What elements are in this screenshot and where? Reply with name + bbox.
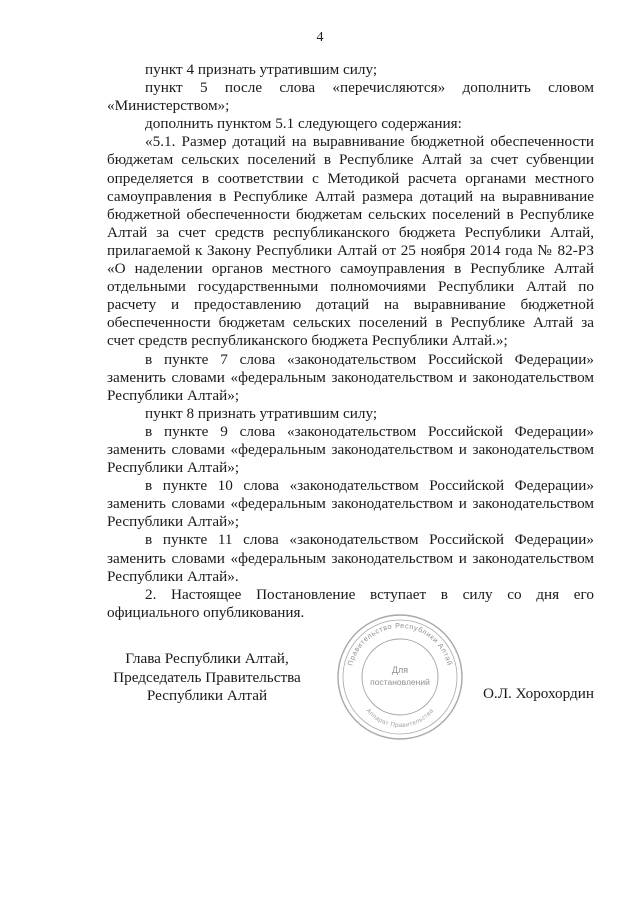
paragraph: дополнить пунктом 5.1 следующего содержания: bbox=[145, 115, 462, 133]
signatory-title-line: Республики Алтай bbox=[146, 687, 268, 704]
paragraph: в пункте 9 слова «законодательством Российской Федерации» заменить словами «федеральным законодательством и законодательством Республики Алтай»; bbox=[107, 422, 594, 477]
seal-outer-text: Правительство Республики Алтай bbox=[345, 620, 455, 667]
paragraph: пункт 8 признать утратившим силу; bbox=[145, 404, 378, 422]
paragraph: пункт 5 после слова «перечисляются» дополнить словом «Министерством»; bbox=[107, 79, 594, 115]
signatory-title-line: Глава Республики Алтай, bbox=[125, 650, 289, 667]
signatory-name: О.Л. Хорохордин bbox=[482, 685, 594, 702]
seal-bottom-text: Аппарат Правительства bbox=[364, 707, 436, 730]
paragraph: 2. Настоящее Постановление вступает в силу со дня его официального опубликования. bbox=[107, 585, 594, 621]
document-body bbox=[107, 61, 594, 622]
signatory-title-line: Председатель Правительства bbox=[113, 668, 301, 686]
signatory-title bbox=[107, 650, 307, 706]
paragraph: пункт 4 признать утратившим силу; bbox=[145, 61, 378, 78]
official-seal-stamp bbox=[335, 612, 465, 742]
paragraph: «5.1. Размер дотаций на выравнивание бюджетной обеспеченности бюджетам сельских поселений в Республике Алтай за счет субвенции определяется в соответствии с Методикой расчета органами местного самоуправления в Республике Алтай размера дотаций на выравнивание бюджетной обеспеченности бюджетам сельских поселений в Республике Алтай за счет средств республиканского бюджета Республики Алтай, прилагаемой к Закону Республики Алтай от 25 ноября 2014 года № 82-РЗ «О наделении органов местного самоуправления в Республике Алтай отдельными государственными полномочиями Республики Алтай по расчету и предоставлению дотаций на выравнивание бюджетной обеспеченности бюджетам сельских поселений в Республике Алтай за счет средств республиканского бюджета Республики Алтай.»; bbox=[107, 133, 594, 350]
paragraph: в пункте 11 слова «законодательством Российской Федерации» заменить словами «федеральным законодательством и законодательством Республики Алтай». bbox=[107, 531, 594, 585]
seal-inner-text-line: Для bbox=[391, 665, 409, 675]
seal-inner-text-line: постановлений bbox=[370, 677, 430, 687]
paragraph: в пункте 7 слова «законодательством Российской Федерации» заменить словами «федеральным законодательством и законодательством Республики Алтай»; bbox=[107, 350, 594, 404]
page-number: 4 bbox=[316, 30, 324, 45]
svg-text:Аппарат Правительства bbox=[365, 707, 436, 729]
paragraph: в пункте 10 слова «законодательством Российской Федерации» заменить словами «федеральным законодательством и законодательством Республики Алтай»; bbox=[107, 477, 594, 531]
